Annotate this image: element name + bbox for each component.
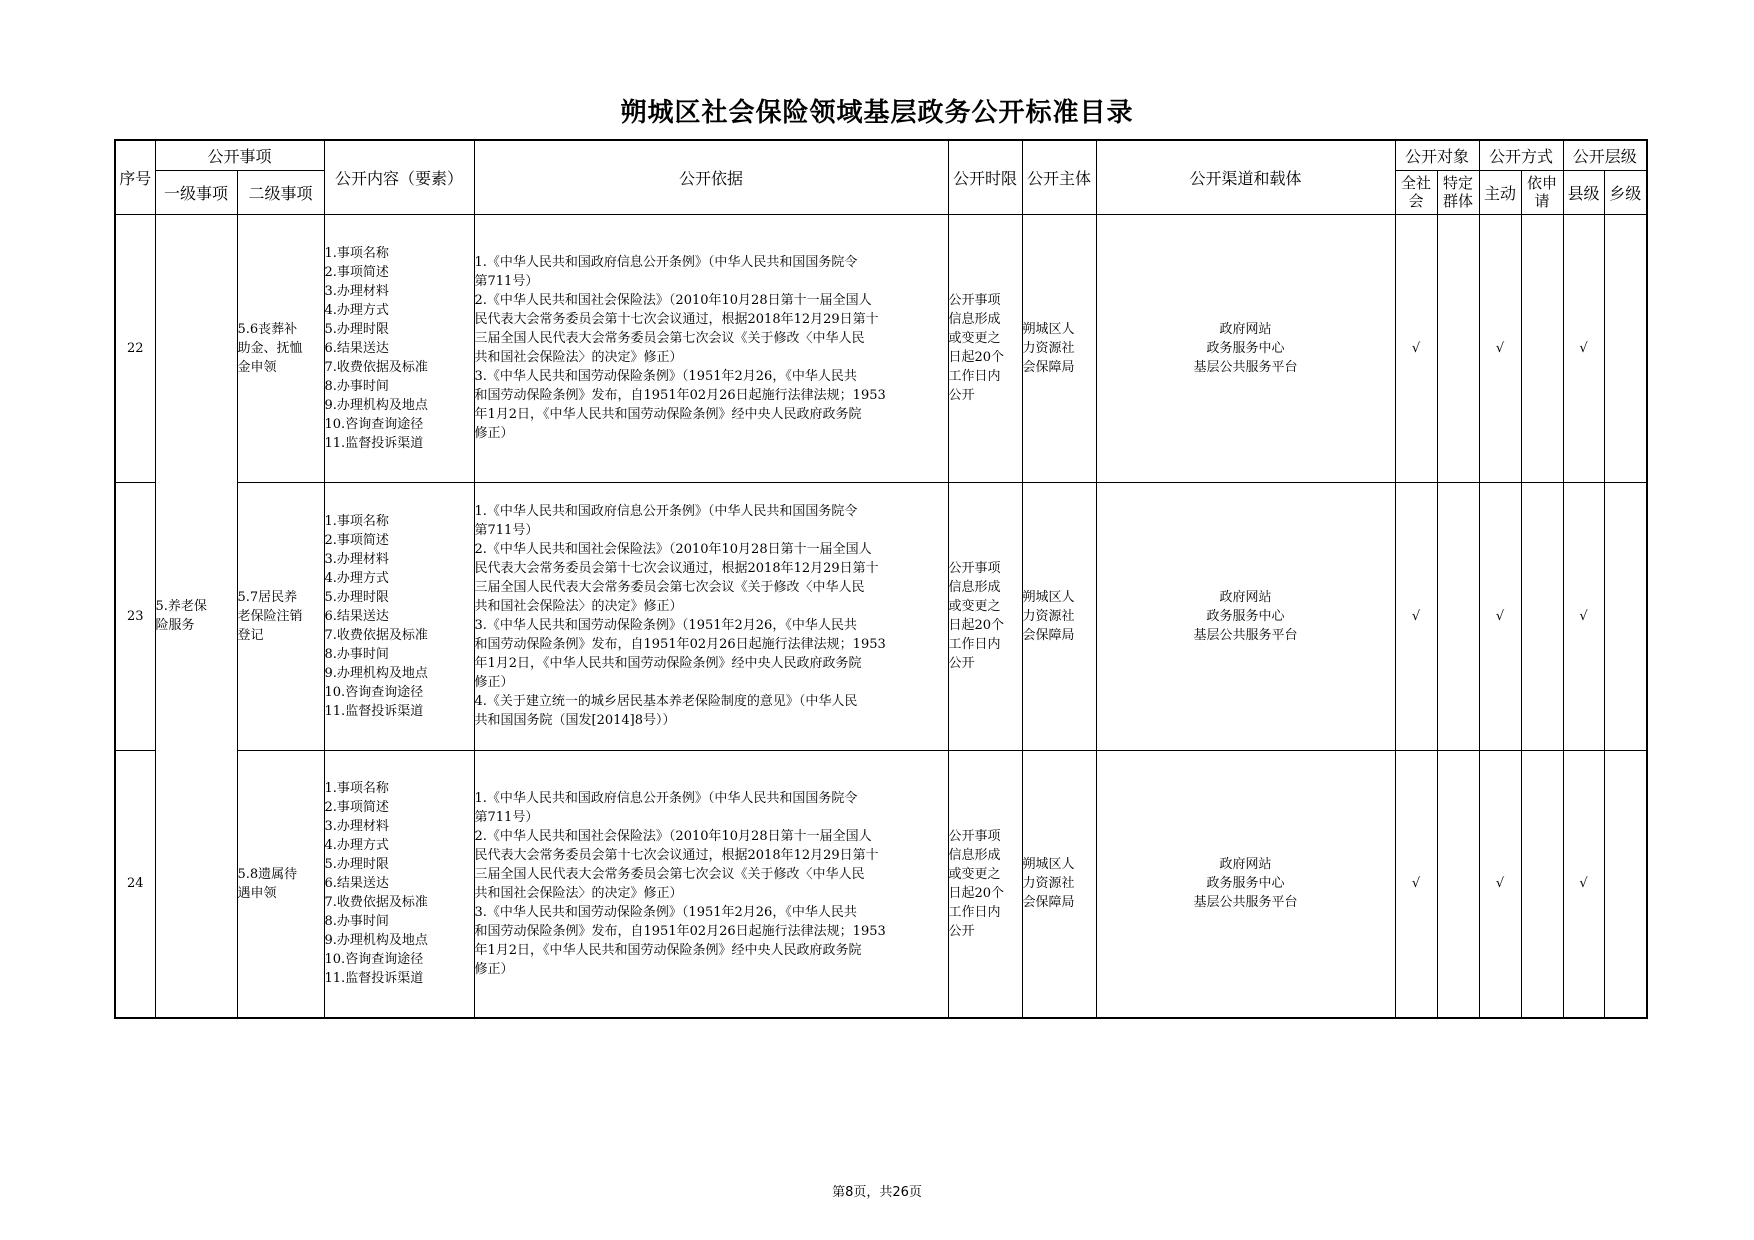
check-level-county: √ bbox=[1563, 482, 1604, 750]
header-target-specific: 特定 群体 bbox=[1437, 170, 1479, 214]
subject: 朔城区人 力资源社 会保障局 bbox=[1022, 750, 1096, 1018]
check-target-specific bbox=[1437, 750, 1479, 1018]
channel: 政府网站 政务服务中心 基层公共服务平台 bbox=[1096, 214, 1395, 482]
basis-text: 1.《中华人民共和国政府信息公开条例》（中华人民共和国国务院令 第711号） 2.《中华人民共和国社会保险法》（2010年10月28日第十一届全国人 民代表大会常务委员会第十七次会议通过，根据2018年12月29日第十 三届全国人民代表大会常务委员会第七次会议《关于修改〈中华人民 共和国社会保险法〉的决定》修正） 3.《中华人民共和国劳动保险条例》（1951年2月26，《中华人民共 和国劳动保险条例》发布，自1951年02月26日起施行法律法规；1953 年1月2日，《中华人民共和国劳动保险条例》经中央人民政府政务院 修正） 4.《关于建立统一的城乡居民基本养老保险制度的意见》（中华人民 共和国国务院（国发[2014]8号）） bbox=[474, 482, 948, 750]
header-content: 公开内容（要素） bbox=[324, 140, 474, 214]
check-level-township bbox=[1604, 482, 1647, 750]
content-list: 1.事项名称 2.事项简述 3.办理材料 4.办理方式 5.办理时限 6.结果送达 7.收费依据及标准 8.办事时间 9.办理机构及地点 10.咨询查询途径 11.监督投诉渠道 bbox=[324, 482, 474, 750]
header-level-township: 乡级 bbox=[1604, 170, 1647, 214]
header-items-group: 公开事项 bbox=[155, 140, 324, 170]
header-channel: 公开渠道和载体 bbox=[1096, 140, 1395, 214]
table-row bbox=[115, 750, 1647, 1018]
time-limit: 公开事项 信息形成 或变更之 日起20个 工作日内 公开 bbox=[948, 482, 1022, 750]
check-method-active: √ bbox=[1479, 750, 1521, 1018]
check-target-specific bbox=[1437, 482, 1479, 750]
catalog-table bbox=[114, 139, 1648, 1019]
check-level-county: √ bbox=[1563, 214, 1604, 482]
header-level-county: 县级 bbox=[1563, 170, 1604, 214]
header-level2: 二级事项 bbox=[237, 170, 324, 214]
check-method-apply bbox=[1521, 214, 1563, 482]
basis-text: 1.《中华人民共和国政府信息公开条例》（中华人民共和国国务院令 第711号） 2.《中华人民共和国社会保险法》（2010年10月28日第十一届全国人 民代表大会常务委员会第十七次会议通过，根据2018年12月29日第十 三届全国人民代表大会常务委员会第七次会议《关于修改〈中华人民 共和国社会保险法〉的决定》修正） 3.《中华人民共和国劳动保险条例》（1951年2月26，《中华人民共 和国劳动保险条例》发布，自1951年02月26日起施行法律法规；1953 年1月2日，《中华人民共和国劳动保险条例》经中央人民政府政务院 修正） bbox=[474, 214, 948, 482]
level1-item: 5.养老保 险服务 bbox=[155, 214, 237, 1018]
channel: 政府网站 政务服务中心 基层公共服务平台 bbox=[1096, 750, 1395, 1018]
table-row bbox=[115, 214, 1647, 482]
header-target-group: 公开对象 bbox=[1395, 140, 1479, 170]
check-target-all: √ bbox=[1395, 482, 1437, 750]
check-method-apply bbox=[1521, 482, 1563, 750]
basis-text: 1.《中华人民共和国政府信息公开条例》（中华人民共和国国务院令 第711号） 2.《中华人民共和国社会保险法》（2010年10月28日第十一届全国人 民代表大会常务委员会第十七次会议通过，根据2018年12月29日第十 三届全国人民代表大会常务委员会第七次会议《关于修改〈中华人民 共和国社会保险法〉的决定》修正） 3.《中华人民共和国劳动保险条例》（1951年2月26，《中华人民共 和国劳动保险条例》发布，自1951年02月26日起施行法律法规；1953 年1月2日，《中华人民共和国劳动保险条例》经中央人民政府政务院 修正） bbox=[474, 750, 948, 1018]
header-subject: 公开主体 bbox=[1022, 140, 1096, 214]
level2-item: 5.7居民养 老保险注销 登记 bbox=[237, 482, 324, 750]
channel: 政府网站 政务服务中心 基层公共服务平台 bbox=[1096, 482, 1395, 750]
header-method-active: 主动 bbox=[1479, 170, 1521, 214]
header-method-apply: 依申 请 bbox=[1521, 170, 1563, 214]
check-target-all: √ bbox=[1395, 214, 1437, 482]
page-title: 朔城区社会保险领域基层政务公开标准目录 bbox=[620, 98, 1134, 128]
content-list: 1.事项名称 2.事项简述 3.办理材料 4.办理方式 5.办理时限 6.结果送达 7.收费依据及标准 8.办事时间 9.办理机构及地点 10.咨询查询途径 11.监督投诉渠道 bbox=[324, 214, 474, 482]
subject: 朔城区人 力资源社 会保障局 bbox=[1022, 214, 1096, 482]
level2-item: 5.6丧葬补 助金、抚恤 金申领 bbox=[237, 214, 324, 482]
check-level-township bbox=[1604, 750, 1647, 1018]
check-level-township bbox=[1604, 214, 1647, 482]
check-level-county: √ bbox=[1563, 750, 1604, 1018]
check-method-apply bbox=[1521, 750, 1563, 1018]
table-row bbox=[115, 482, 1647, 750]
header-time: 公开时限 bbox=[948, 140, 1022, 214]
check-method-active: √ bbox=[1479, 482, 1521, 750]
header-basis: 公开依据 bbox=[474, 140, 948, 214]
row-seq: 22 bbox=[115, 214, 155, 482]
header-level-group: 公开层级 bbox=[1563, 140, 1647, 170]
header-method-group: 公开方式 bbox=[1479, 140, 1563, 170]
header-target-all: 全社 会 bbox=[1395, 170, 1437, 214]
header-seq: 序号 bbox=[115, 140, 155, 214]
header-level1: 一级事项 bbox=[155, 170, 237, 214]
level2-item: 5.8遗属待 遇申领 bbox=[237, 750, 324, 1018]
row-seq: 23 bbox=[115, 482, 155, 750]
time-limit: 公开事项 信息形成 或变更之 日起20个 工作日内 公开 bbox=[948, 750, 1022, 1018]
check-target-specific bbox=[1437, 214, 1479, 482]
time-limit: 公开事项 信息形成 或变更之 日起20个 工作日内 公开 bbox=[948, 214, 1022, 482]
check-method-active: √ bbox=[1479, 214, 1521, 482]
content-list: 1.事项名称 2.事项简述 3.办理材料 4.办理方式 5.办理时限 6.结果送达 7.收费依据及标准 8.办事时间 9.办理机构及地点 10.咨询查询途径 11.监督投诉渠道 bbox=[324, 750, 474, 1018]
page-footer: 第8页，共26页 bbox=[832, 1185, 922, 1200]
check-target-all: √ bbox=[1395, 750, 1437, 1018]
row-seq: 24 bbox=[115, 750, 155, 1018]
subject: 朔城区人 力资源社 会保障局 bbox=[1022, 482, 1096, 750]
